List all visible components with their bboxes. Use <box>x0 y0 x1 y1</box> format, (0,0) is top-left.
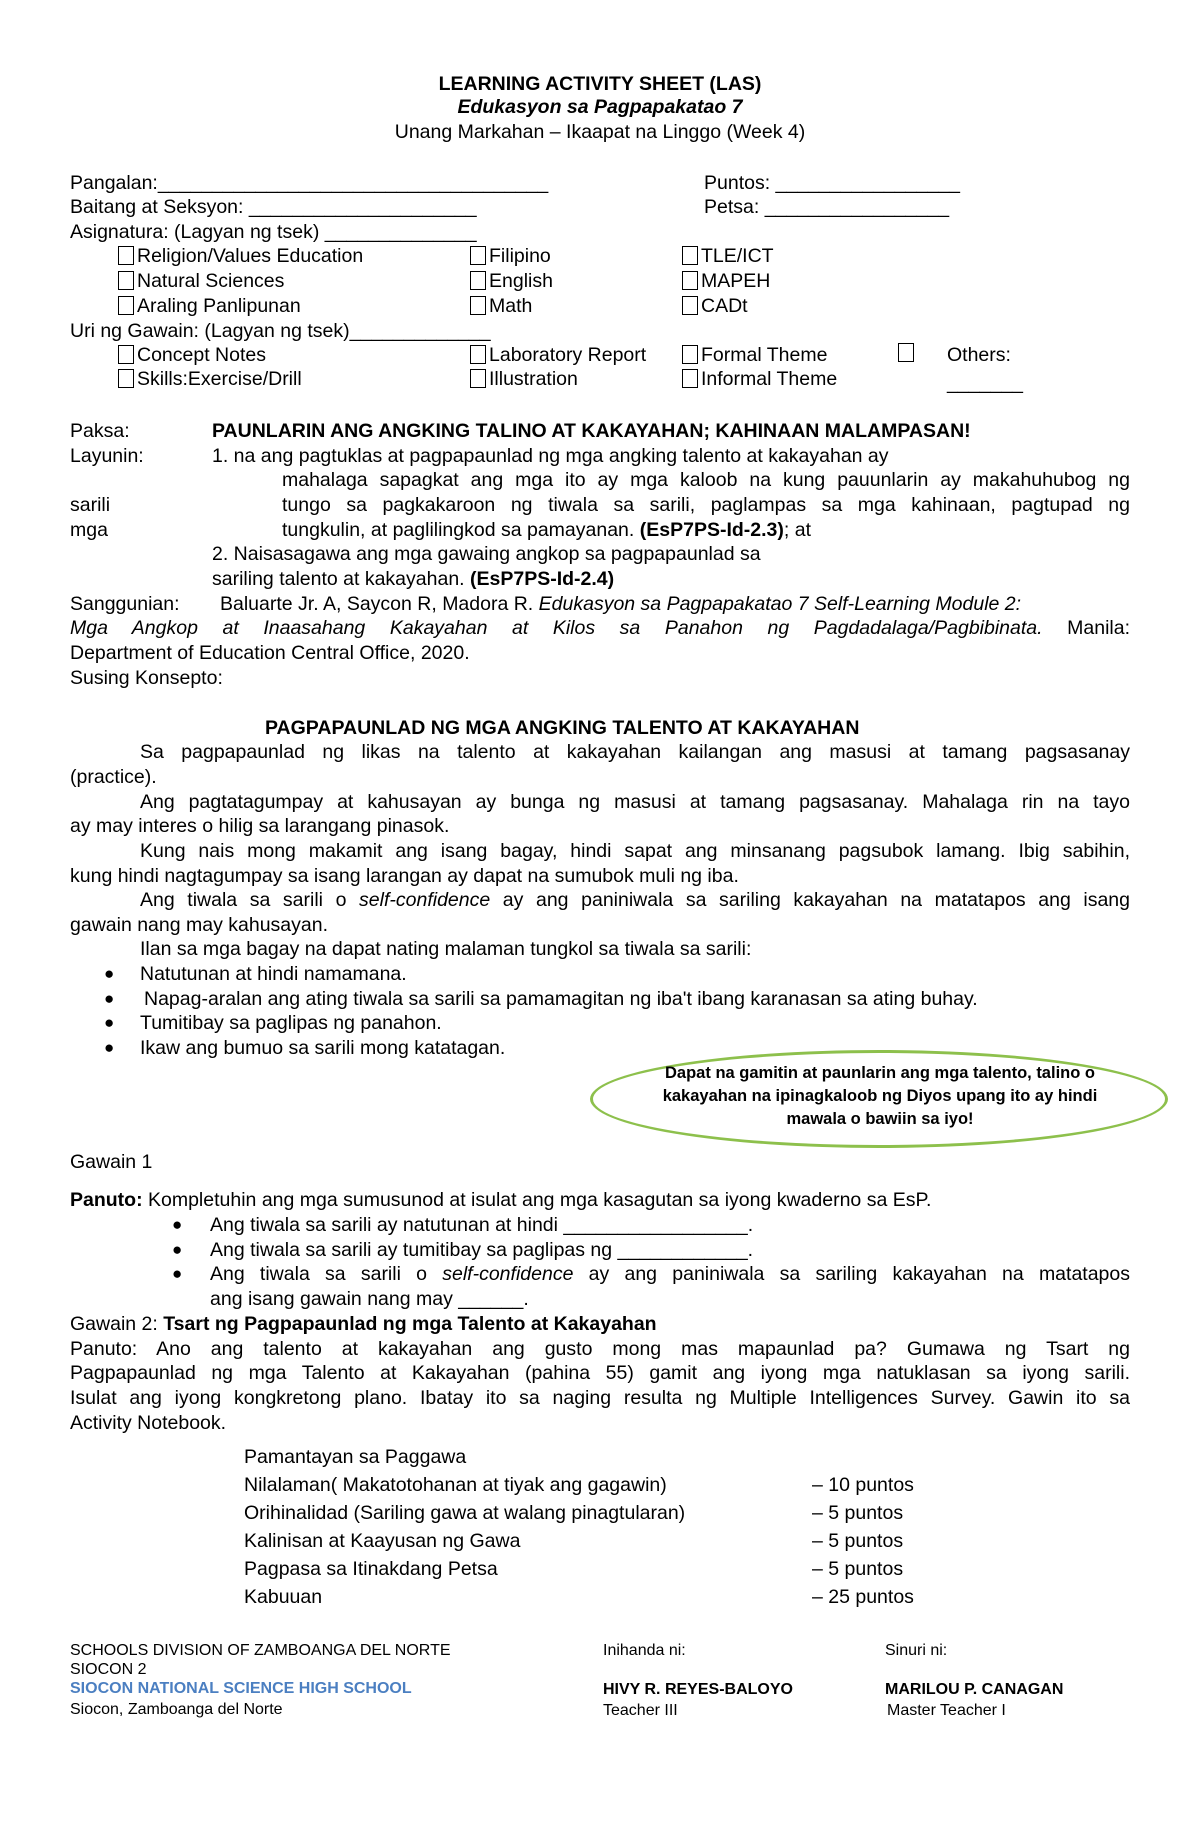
rubric-score: – 10 puntos <box>812 1474 914 1496</box>
rubric-criterion: Nilalaman( Makatotohanan at tiyak ang gagawin) <box>244 1474 667 1496</box>
checkbox-icon[interactable] <box>118 296 134 315</box>
reference-line: Mga Angkop at Inaasahang Kakayahan at Kilos sa Panahon ng Pagdadalaga/Pagbibinata. Manila: <box>70 617 1131 639</box>
checkbox-icon[interactable] <box>682 246 698 265</box>
prepared-by-label: Inihanda ni: <box>603 1642 686 1659</box>
objectives-label: Layunin: <box>70 445 144 467</box>
rubric-criterion: Kabuuan <box>244 1586 323 1608</box>
checkbox-icon[interactable] <box>682 369 698 388</box>
fill-in-item[interactable]: Ang tiwala sa sarili o self-confidence ay ang paniniwala sa sariling kakayahan na matatapos <box>210 1263 1130 1285</box>
checkbox-icon[interactable] <box>470 345 486 364</box>
topic-text: PAUNLARIN ANG ANGKING TALINO AT KAKAYAHAN; KAHINAAN MALAMPASAN! <box>212 420 971 442</box>
concept-paragraph: Ang pagtatagumpay at kahusayan ay bunga ng masusi at tamang pagsasanay. Mahalaga rin na tayo <box>140 791 1130 813</box>
bullet-icon: ● <box>104 964 115 983</box>
objective-left-word: mga <box>70 519 108 541</box>
activity-option[interactable]: Illustration <box>470 368 578 391</box>
topic-label: Paksa: <box>70 420 130 442</box>
competency-code: (EsP7PS-Id-2.3) <box>639 519 784 541</box>
objective-line: tungo sa pagkakaroon ng tiwala sa sarili, paglampas sa mga kahinaan, pagtupad ng <box>282 494 1130 516</box>
objective-line: sariling talento at kakayahan. (EsP7PS-Id-2.4) <box>212 568 615 590</box>
checkbox-icon[interactable] <box>470 296 486 315</box>
school-name: SIOCON NATIONAL SCIENCE HIGH SCHOOL <box>70 1680 412 1697</box>
rubric-criterion: Orihinalidad (Sariling gawa at walang pinagtularan) <box>244 1502 686 1524</box>
activity2-instructions: Pagpapaunlad ng mga Talento at Kakayahan (pahina 55) gamit ang iyong mga natuklasan sa iyong sarili. <box>70 1362 1130 1384</box>
checkbox-icon[interactable] <box>682 296 698 315</box>
points-field[interactable]: Puntos: _________________ <box>704 172 960 194</box>
activity1-title: Gawain 1 <box>70 1151 153 1173</box>
fill-in-item[interactable]: ang isang gawain nang may ______. <box>210 1288 529 1310</box>
subject-option[interactable]: CADt <box>682 295 748 318</box>
competency-code: (EsP7PS-Id-2.4) <box>470 568 615 590</box>
activity1-instructions: Panuto: Kompletuhin ang mga sumusunod at isulat ang mga kasagutan sa iyong kwaderno sa EsP. <box>70 1189 932 1211</box>
prepared-by-title: Teacher III <box>603 1702 678 1719</box>
subject-option[interactable]: Araling Panlipunan <box>118 295 301 318</box>
school-address: Siocon, Zamboanga del Norte <box>70 1701 283 1718</box>
subject-option[interactable]: Math <box>470 295 532 318</box>
activity2-instructions: Panuto: Ano ang talento at kakayahan ang gusto mong mas mapaunlad pa? Gumawa ng Tsart ng <box>70 1338 1130 1360</box>
bullet-icon: ● <box>172 1240 183 1259</box>
activity-option[interactable]: Concept Notes <box>118 344 266 367</box>
concept-heading: PAGPAPAUNLAD NG MGA ANGKING TALENTO AT KAKAYAHAN <box>265 717 860 739</box>
concept-paragraph: Kung nais mong makamit ang isang bagay, hindi sapat ang minsanang pagsubok lamang. Ibig sabihin, <box>140 840 1130 862</box>
subject-label: Asignatura: (Lagyan ng tsek) ______________ <box>70 221 477 243</box>
concept-paragraph: ay may interes o hilig sa larangang pinasok. <box>70 815 450 837</box>
checkbox-icon[interactable] <box>470 246 486 265</box>
checkbox-icon[interactable] <box>682 271 698 290</box>
activity-option[interactable]: Informal Theme <box>682 368 837 391</box>
checkbox-icon[interactable] <box>898 343 914 362</box>
subject-option[interactable]: Filipino <box>470 245 551 268</box>
division-name: SCHOOLS DIVISION OF ZAMBOANGA DEL NORTE <box>70 1642 451 1659</box>
others-label: Others: <box>947 344 1011 366</box>
activity-option[interactable]: Laboratory Report <box>470 344 646 367</box>
activity-type-label: Uri ng Gawain: (Lagyan ng tsek)_____________ <box>70 320 491 342</box>
list-item: Natutunan at hindi namamana. <box>140 963 407 985</box>
bullet-icon: ● <box>172 1215 183 1234</box>
concept-paragraph: kung hindi nagtagumpay sa isang larangan ay dapat na sumubok muli ng iba. <box>70 865 739 887</box>
subject-option[interactable]: MAPEH <box>682 270 770 293</box>
rubric-score: – 5 puntos <box>812 1502 904 1524</box>
subject-option[interactable]: Natural Sciences <box>118 270 284 293</box>
date-field[interactable]: Petsa: _________________ <box>704 196 950 218</box>
bullet-icon: ● <box>104 1038 115 1057</box>
concept-paragraph: gawain nang may kahusayan. <box>70 914 329 936</box>
checkbox-icon[interactable] <box>470 369 486 388</box>
objective-line: tungkulin, at paglilingkod sa pamayanan. (EsP7PS-Id-2.3); at <box>282 519 811 541</box>
objective-line: 2. Naisasagawa ang mga gawaing angkop sa pagpapaunlad sa <box>212 543 761 565</box>
checked-by-name: MARILOU P. CANAGAN <box>885 1681 1064 1698</box>
activity-option[interactable] <box>898 342 917 365</box>
prepared-by-name: HIVY R. REYES-BALOYO <box>603 1681 793 1698</box>
checkbox-icon[interactable] <box>682 345 698 364</box>
reference-line: Baluarte Jr. A, Saycon R, Madora R. Edukasyon sa Pagpapakatao 7 Self-Learning Module 2: <box>220 593 1022 615</box>
activity-option[interactable]: Formal Theme <box>682 344 827 367</box>
sheet-title: LEARNING ACTIVITY SHEET (LAS) <box>438 73 762 95</box>
activity-option[interactable]: Skills:Exercise/Drill <box>118 368 302 391</box>
grade-section-field[interactable]: Baitang at Seksyon: _____________________ <box>70 196 477 218</box>
bullet-icon: ● <box>104 989 115 1008</box>
concept-paragraph: (practice). <box>70 766 157 788</box>
checkbox-icon[interactable] <box>470 271 486 290</box>
district-name: SIOCON 2 <box>70 1661 147 1678</box>
checkbox-icon[interactable] <box>118 345 134 364</box>
rubric-score: – 5 puntos <box>812 1530 904 1552</box>
subject-title: Edukasyon sa Pagpapakatao 7 <box>457 96 743 118</box>
rubric-criterion: Pagpasa sa Itinakdang Petsa <box>244 1558 498 1580</box>
checkbox-icon[interactable] <box>118 246 134 265</box>
name-field[interactable]: Pangalan:____________________________________ <box>70 172 549 194</box>
subject-option[interactable]: TLE/ICT <box>682 245 774 268</box>
list-item: Tumitibay sa paglipas ng panahon. <box>140 1012 442 1034</box>
rubric-title: Pamantayan sa Paggawa <box>244 1446 467 1468</box>
checked-by-label: Sinuri ni: <box>885 1642 948 1659</box>
concept-paragraph: Sa pagpapaunlad ng likas na talento at kakayahan kailangan ang masusi at tamang pagsasanay <box>140 741 1130 763</box>
bullet-icon: ● <box>172 1264 183 1283</box>
objective-line: 1. na ang pagtuklas at pagpapaunlad ng mga angking talento at kakayahan ay <box>212 445 889 467</box>
checkbox-icon[interactable] <box>118 369 134 388</box>
quarter-line: Unang Markahan – Ikaapat na Linggo (Week 4) <box>394 121 806 143</box>
reference-line: Department of Education Central Office, 2020. <box>70 642 470 664</box>
rubric-score: – 25 puntos <box>812 1586 914 1608</box>
fill-in-item[interactable]: Ang tiwala sa sarili ay tumitibay sa paglipas ng ____________. <box>210 1239 754 1261</box>
subject-option[interactable]: Religion/Values Education <box>118 245 363 268</box>
checkbox-icon[interactable] <box>118 271 134 290</box>
fill-in-item[interactable]: Ang tiwala sa sarili ay natutunan at hindi _________________. <box>210 1214 754 1236</box>
list-item: Ikaw ang bumuo sa sarili mong katatagan. <box>140 1037 506 1059</box>
key-concept-label: Susing Konsepto: <box>70 667 223 689</box>
callout-text: Dapat na gamitin at paunlarin ang mga talento, talino o kakayahan na ipinagkaloob ng Diyos upang ito ay hindi mawala o bawiin sa iyo! <box>662 1064 1098 1128</box>
subject-option[interactable]: English <box>470 270 553 293</box>
rubric-criterion: Kalinisan at Kaayusan ng Gawa <box>244 1530 521 1552</box>
activity2-instructions: Isulat ang iyong kongkretong plano. Ibatay ito sa naging resulta ng Multiple Intelligences Survey. Gawin ito sa <box>70 1387 1130 1409</box>
bullet-icon: ● <box>104 1013 115 1032</box>
reference-label: Sanggunian: <box>70 593 180 615</box>
objective-left-word: sarili <box>70 494 111 516</box>
list-item: Napag-aralan ang ating tiwala sa sarili sa pamamagitan ng iba't ibang karanasan sa ating buhay. <box>144 988 978 1010</box>
objective-line: mahalaga sapagkat ang mga ito ay mga kaloob na kung pauunlarin ay makahuhubog ng <box>282 469 1130 491</box>
rubric-score: – 5 puntos <box>812 1558 904 1580</box>
concept-paragraph: Ang tiwala sa sarili o self-confidence ay ang paniniwala sa sariling kakayahan na matatapos ang isang <box>140 889 1131 911</box>
checked-by-title: Master Teacher I <box>887 1702 1006 1719</box>
concept-paragraph: Ilan sa mga bagay na dapat nating malaman tungkol sa tiwala sa sarili: <box>140 938 752 960</box>
others-blank[interactable]: _______ <box>947 372 1023 394</box>
activity2-instructions: Activity Notebook. <box>70 1412 227 1434</box>
activity2-title: Gawain 2: Tsart ng Pagpapaunlad ng mga Talento at Kakayahan <box>70 1313 657 1335</box>
